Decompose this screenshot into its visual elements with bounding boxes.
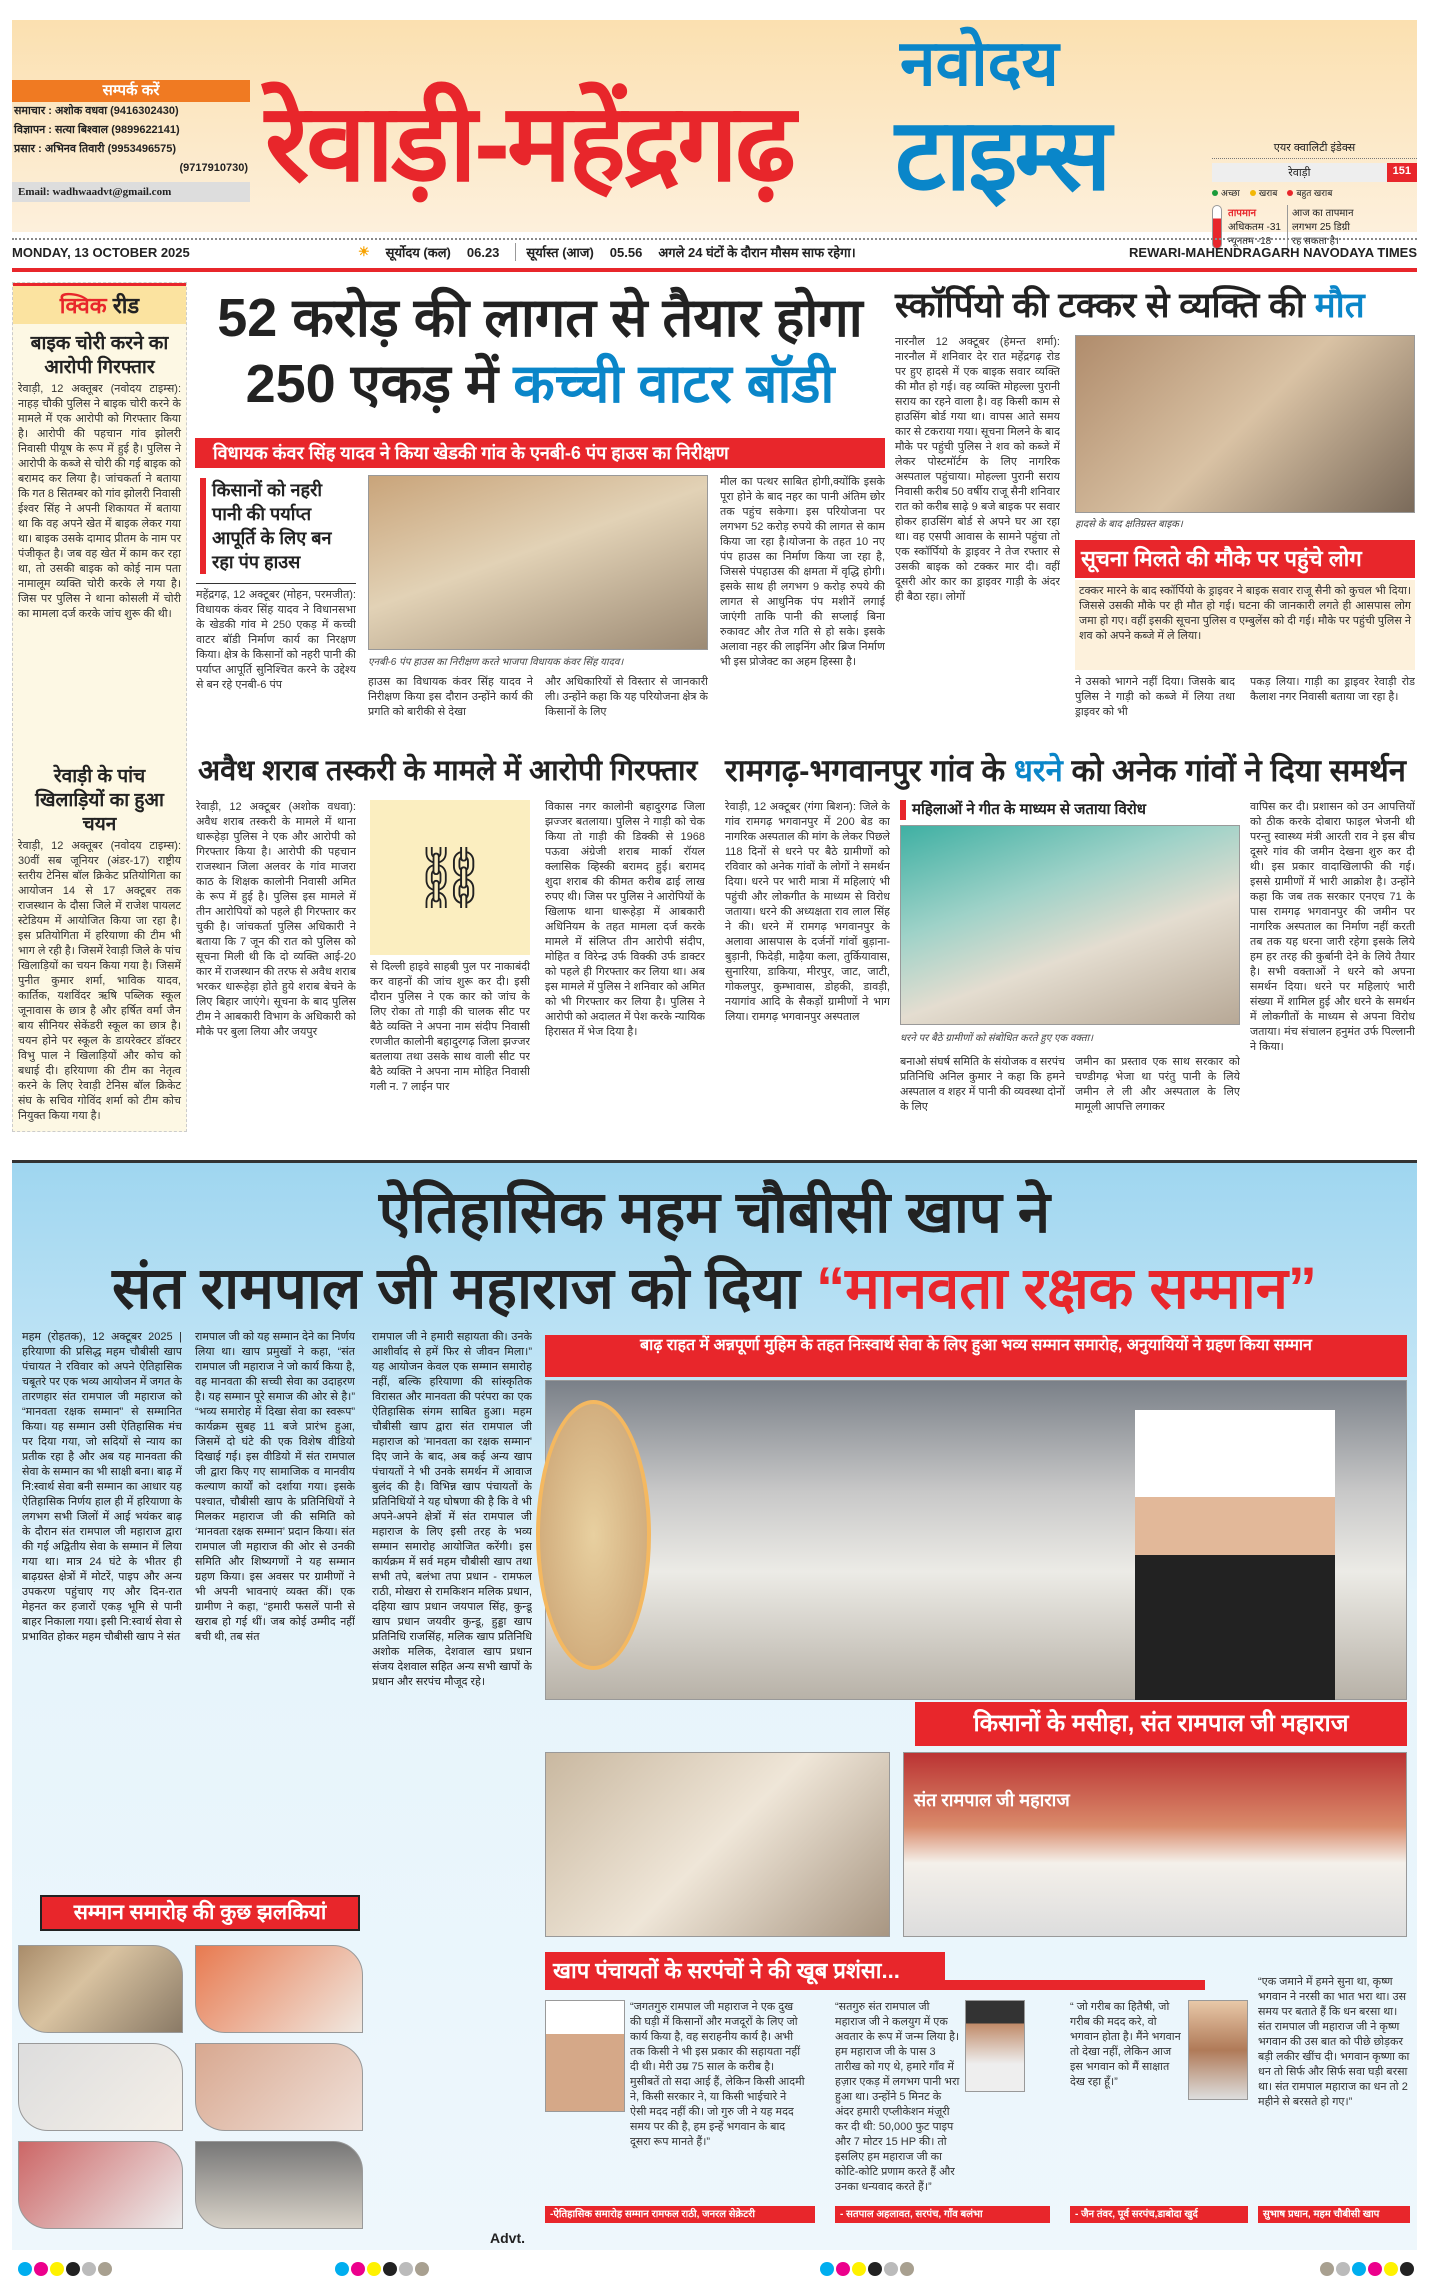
color-registration-marks (1320, 2262, 1414, 2276)
lead-strap: विधायक कंवर सिंह यादव ने किया खेडकी गांव के एनबी-6 पंप हाउस का निरीक्षण (195, 438, 885, 468)
lead-headline-line-1: 52 करोड़ की लागत से तैयार होगा (217, 288, 863, 348)
paper-name-english: REWARI-MAHENDRAGARH NAVODAYA TIMES (1129, 244, 1417, 260)
protest-col-4: वापिस कर दी। प्रशासन को उन आपत्तियों को ठीक करके दोबारा फाइल भेजनी थी परन्तु स्वास्थ्य मंत्री आरती राव ने इस बीच दूसरे गांव की जमीन देखना शुरु कर दी थी। इस प्रकार वादाखिलाफी की गई। इससे ग्रामीणों में भारी आक्रोश है। उन्होंने कहा कि जब तक सरकार एनएच 71 के पास रामगढ़ भगवानपुर की जमीन पर नागरिक अस्पताल का निर्माण नहीं करती तब तक यह धरना जारी रहेगा इसके लिये हम हर तरह की कुर्बानी देने के लिये तैयार है। सभी वक्ताओं ने धरने को अपना समर्थन दिया। धरने पर महिलाएं भारी संख्या में शामिल हुई और धरने के समर्थन में लोकगीतों के माध्यम से अपना विरोध जताया। मंच संचालन हनुमंत उर्फ पिल्लानी ने किया। (1250, 801, 1415, 1053)
advert-headline-line-1: ऐतिहासिक महम चौबीसी खाप ने (378, 1180, 1051, 1245)
stage-banner-text: संत रामपाल जी महाराज (914, 1790, 1070, 1810)
gallery-photo-6 (195, 2141, 363, 2229)
sunrise-time: 06.23 (466, 244, 500, 260)
accident-col-2: ने उसको भागने नहीं दिया। जिसके बाद पुलिस ने गाड़ी को कब्जे में लिया तथा ड्राइवर को भी (1075, 676, 1235, 718)
aqi-city: रेवाड़ी (1212, 163, 1387, 182)
advert-headline-line-2a: संत रामपाल जी महाराज को दिया (112, 1256, 801, 1321)
accident-box-body: टक्कर मारने के बाद स्कॉर्पियो के ड्राइवर ने बाइक सवार राजू सैनी को कुचल भी दिया। जिससे उसकी मौके पर ही मौत हो गई। घटना की जानकारी लगते ही आसपास लोग जमा हो गए। वहीं इसकी सूचना पुलिस व एम्बुलेंस को दी गई। मौके पर पहुंची पुलिस ने शव को अपने कब्जे में ले लिया। (1075, 580, 1415, 670)
gallery-photo-5 (18, 2141, 183, 2229)
lead-subhead: किसानों को नहरी पानी की पर्याप्त आपूर्ति के लिए बन रहा पंप हाउस (200, 478, 355, 574)
lead-col-4: मील का पत्थर साबित होगी,क्योंकि इसके पूरा होने के बाद नहर का पानी अंतिम छोर तक पहुंच सकेगा। इस परियोजना पर लगभग 52 करोड़ रुपये की लागत से काम किया जा रहा है।योजना के तहत 10 नए पंप हाउस का निर्माण किया जा रहा है, जिससे पंपहाउस की क्षमता में वृद्धि होगी। इसके साथ ही लगभग 9 करोड़ रुपये की लागत से आधुनिक पंप मशीनें लगाई जाएंगी ताकि पानी की सप्लाई बिना रुकावट और तेज गति से हो सके। इसके अलावा नहर की लाइनिंग और ब्रिज निर्माण भी इस प्रोजेक्ट का अहम हिस्सा है। (720, 476, 885, 668)
protest-headline (725, 748, 1415, 794)
contact-box (12, 80, 250, 205)
aqi-title: एयर क्वालिटी इंडेक्स (1212, 140, 1417, 159)
damaged-bike-photo (1075, 335, 1415, 513)
color-registration-marks (335, 2262, 429, 2276)
protest-headline-c: को अनेक गांवों ने दिया समर्थन (1071, 753, 1406, 788)
contact-circulation: प्रसार : अभिनव तिवारी (9953496575) (14, 143, 177, 155)
quote-3-text: “ जो गरीब का हितैषी, जो गरीब की मदद करे, वो भगवान होता है। मैंने भगवान तो देखा नहीं, लेकिन आज इस भगवान को मैं साक्षात देख रहा हूँ।” (1070, 2001, 1181, 2088)
color-registration-marks (18, 2262, 112, 2276)
quote-1-text: “जगतगुरु रामपाल जी महाराज ने एक दुख की घड़ी में किसानों और मजदूरों के लिए जो कार्य किया है, वह सराहनीय कार्य है। अभी तक किसी ने भी इस प्रकार की सहायता नहीं दी थी। मेरी उम्र 75 साल के करीब है। मुसीबतें तो सदा आई हैं, लेकिन किसी आदमी ने, किसी सरकार ने, या किसी भाईचारे ने ऐसी मदद नहीं की। जो गुरु जी ने यह मदद समय पर की है, हम इन्हें भगवान के बाद दूसरा रूप मानते हैं।” (630, 2001, 805, 2148)
quote-3-author: - जैन तंवर, पूर्व सरपंच,डाबोदा खुर्द (1070, 2206, 1248, 2223)
protest-col-3: जमीन का प्रस्ताव एक साथ सरकार को चण्डीगढ़ भेजा था परंतु पानी के लिये जमीन ले ली और अस्पताल के लिए मामूली आपत्ति लगाकर (1075, 1056, 1240, 1113)
accident-col-1: नारनौल 12 अक्टूबर (हेमन्त शर्मा): नारनौल में शनिवार देर रात महेंद्रगढ़ रोड पर हुए हादसे में एक बाइक सवार व्यक्ति की मौत हो गई। वह व्यक्ति मोहल्ला पुरानी सराय का रहने वाला है। वह किसी काम से हाउसिंग बोर्ड गया था। वापस आते समय कार से टकराया गया। सूचना मिलने के बाद मौके पर पहुंची पुलिस ने शव को कब्जे में लेकर पोस्टमॉर्टम के लिए नागरिक अस्पताल पहुंचाया। मोहल्ला पुरानी सराय निवासी करीब 50 वर्षीय राजू सैनी शनिवार रात को करीब साढ़े 9 बजे बाइक पर सवार होकर हाउसिंग बोर्ड से अपने घर आ रहा था। वह एसपी आवास के सामने पहुंचा तो एक स्कॉर्पियो के ड्राइवर ने तेज रफ्तार से उसकी बाइक को टक्कर मार दी। वहीं दूसरी ओर कार का ड्राइवर गाड़ी के अंदर ही बैठा रहा। लोगों (895, 336, 1060, 603)
sun-icon: ☀ (358, 244, 370, 259)
quick-read-title-2: रेवाड़ी के पांच खिलाड़ियों का हुआ चयन (35, 766, 164, 835)
color-registration-marks (820, 2262, 914, 2276)
pump-house-photo (368, 475, 708, 650)
gallery-title: सम्मान समारोह की कुछ झलकियां (40, 1895, 360, 1931)
quick-read-column (12, 282, 187, 1132)
aqi-legend-good: अच्छा (1221, 188, 1240, 198)
accident-caption: हादसे के बाद क्षतिग्रस्त बाइक। (1075, 519, 1183, 530)
quote-2-author: - सतपाल अहलावत, सरपंच, गाँव बलंभा (835, 2206, 1050, 2223)
advert-col-1: महम (रोहतक), 12 अक्टूबर 2025 | हरियाणा की प्रसिद्ध महम चौबीसी खाप पंचायत ने रविवार को अपने ऐतिहासिक चबूतरे पर एक भव्य आयोजन में जगत के तारणहार संत रामपाल जी महाराज को “मानवता रक्षक सम्मान” से सम्मानित किया। यह सम्मान उसी ऐतिहासिक मंच पर दिया गया, जो सदियों से न्याय का प्रतीक रहा है और अब यह मानवता की सेवा के सम्मान का भी साक्षी बना। बाढ़ में नि:स्वार्थ सेवा बनी सम्मान का आधार यह ऐतिहासिक निर्णय हाल ही में हरियाणा के लगभग सभी जिलों में आई भयंकर बाढ़ के दौरान संत रामपाल जी महाराज द्वारा की गई अद्वितीय सेवा के सम्मान में लिया गया था। मात्र 24 घंटे के भीतर ही बाढ़ग्रस्त क्षेत्रों में मोटरें, पाइप और अन्य उपकरण पहुंचाए गए और दिन-रात मेहनत कर हजारों एकड़ भूमि से पानी बाहर निकाला गया। इसी नि:स्वार्थ सेवा से प्रभावित होकर महम चौबीसी खाप ने संत (22, 1331, 182, 1643)
bad-dot-icon (1250, 190, 1256, 196)
advert-col-3: रामपाल जी ने हमारी सहायता की। उनके आशीर्वाद से हमें फिर से जीवन मिला।” यह आयोजन केवल एक सम्मान समारोह नहीं, बल्कि हरियाणा की सांस्कृतिक विरासत और मानवता की परंपरा का एक ऐतिहासिक संगम साबित हुआ। महम चौबीसी खाप द्वारा संत रामपाल जी महाराज को 'मानवता का रक्षक सम्मान' दिए जाने के बाद, अब कई अन्य खाप पंचायतों ने भी उनके समर्थन में आवाज बुलंद की है। विभिन्न खाप पंचायतों के प्रतिनिधियों ने यह घोषणा की है कि वे भी अपने-अपने क्षेत्रों में संत रामपाल जी महाराज के लिए इसी तरह के भव्य सम्मान समारोह आयोजित करेंगी। इस कार्यक्रम में सर्व महम चौबीसी खाप तथा सभी तपे, बलंभा तपा प्रधान - रामफल राठी, मोखरा से रामकिशन मलिक प्रधान, दहिया खाप प्रधान जयपाल सिंह, कुन्डू खाप प्रधान जयवीर कुन्डू, हुड्डा खाप प्रतिनिधि राजसिंह, मलिक खाप प्रतिनिधि अशोक मलिक, देशवाल खाप प्रधान संजय देशवाल सहित अन्य सभी खापों के प्रधान और सरपंच मौजूद रहे। (372, 1331, 532, 1688)
accident-col-3: पकड़ लिया। गाड़ी का ड्राइवर रेवाड़ी रोड कैलाश नगर निवासी बताया जा रहा है। (1250, 676, 1415, 703)
lead-photo-caption: एनबी-6 पंप हाउस का निरीक्षण करते भाजपा विधायक कंवर सिंह यादव। (368, 657, 624, 668)
lead-headline-line-2a: 250 एकड़ में (245, 354, 499, 414)
stage-ceremony-photo (903, 1752, 1407, 1937)
contact-ads: विज्ञापन : सत्या बिश्वाल (9899622141) (14, 124, 180, 136)
gallery-photo-1 (18, 1945, 183, 2033)
quote-4-text: “एक जमाने में हमने सुना था, कृष्ण भगवान ने नरसी का भात भरा था। उस समय पर बताते हैं कि धन बरसा था। संत रामपाल जी महाराज जी ने कृष्ण भगवान की उस बात को पीछे छोड़कर बड़ी लकीर खींच दी। भगवान कृष्णा का धन तो सिर्फ और सिर्फ सवा घड़ी बरसा था। संत रामपाल महाराज का धन तो 2 महीने से बरसते हो गए।” (1258, 1976, 1410, 2108)
very-bad-dot-icon (1287, 190, 1293, 196)
date-bar (12, 238, 1417, 264)
masiha-banner: किसानों के मसीहा, संत रामपाल जी महाराज (915, 1702, 1407, 1746)
lead-headline (195, 285, 885, 417)
advert-strap: बाढ़ राहत में अन्नपूर्णा मुहिम के तहत निःस्वार्थ सेवा के लिए हुआ भव्य सम्मान समारोह, अनुयायियों ने ग्रहण किया सम्मान (545, 1335, 1407, 1377)
liquor-col-1: रेवाड़ी, 12 अक्टूबर (अशोक वधवा): अवैध शराब तस्करी के मामले में थाना धारूहेड़ा पुलिस ने एक और आरोपी को गिरफ्तार किया है। आरोपी की पहचान राजस्थान जिला अलवर के गांव माजरा काठ के शिक्षक कालोनी निवासी अमित के रूप में हुई है। पुलिस इस मामले में तीन आरोपियों को पहले ही गिरफ्तार कर चुकी है। जांचकर्ता पुलिस अधिकारी ने बताया कि 7 जून की रात को पुलिस को सूचना मिली थी कि दो व्यक्ति आई-20 कार में राजस्थान की तरफ से अवैध शराब भरकर धारूहेड़ा होते हुये शराब बेचने के लिए बिहार जाएंगे। सूचना के बाद पुलिस टीम ने आबकारी विभाग के अधिकारी को मौके पर बुला लिया और जयपुर (196, 801, 356, 1038)
protest-subhead: महिलाओं ने गीत के माध्यम से जताया विरोध (900, 800, 1240, 820)
accident-headline-b: मौत (1314, 286, 1365, 325)
paper-title-red: रेवाड़ी-महेंद्रगढ़ (265, 82, 793, 203)
praise-title-underline (945, 1980, 1205, 1990)
sunset-label: सूर्यास्त (आज) (515, 243, 593, 261)
gallery-photo-4 (195, 2043, 363, 2131)
contact-news: समाचार : अशोक वधवा (9416302430) (14, 105, 179, 117)
temp-note: आज का तापमान लगभग 25 डिग्री रह सकता है। (1287, 205, 1357, 249)
aqi-value: 151 (1387, 163, 1417, 182)
saint-rampal-photo (1135, 1410, 1335, 1700)
accident-headline-a: स्कॉर्पियो की टक्कर से व्यक्ति की (895, 286, 1305, 325)
temp-max: अधिकतम -31 (1228, 222, 1281, 233)
sunrise-label: सूर्योदय (कल) (385, 245, 451, 260)
saint-portrait-oval (536, 1400, 651, 1670)
quick-read-body-2: रेवाड़ी, 12 अक्तूबर (नवोदय टाइम्स): 30वीं सब जूनियर (अंडर-17) राष्ट्रीय स्तरीय टेनिस बॉल क्रिकेट प्रतियोगिता का आयोजन 14 से 17 अक्टूबर तक राजस्थान के दौसा जिले में राजेश पायलट स्टेडियम में आयोजित किया जा रहा है। इस प्रतियोगिता में हरियाणा की टीम भी भाग ले रही है। जिसमें रेवाड़ी जिले के पांच खिलाड़ियों का चयन किया गया है। जिसमें पुनीत कुमार शर्मा, भाविक यादव, कार्तिक, यशविंदर ऋषि पब्लिक स्कूल जूनावास के छात्र है और हर्षित वर्मा जैन बाय सीनियर सेकेंडरी स्कूल का छात्र है। चयन होने पर स्कूल के डायरेक्टर डॉक्टर विभु पाल ने खिलाड़ियों और कोच को बधाई दी। हरियाणा की टीम का नेतृत्व करने के लिए रेवाड़ी टेनिस बॉल क्रिकेट संघ के सचिव गोविंद शर्मा को टीम कोच नियुक्त किया गया है। (18, 840, 181, 1122)
advt-label: Advt. (490, 2230, 525, 2246)
paper-title-navodaya: नवोदय (900, 27, 1059, 99)
advert-headline (12, 1175, 1417, 1327)
advert-headline-line-2b: “मानवता रक्षक सम्मान” (816, 1256, 1317, 1321)
sunset-time: 05.56 (609, 244, 643, 260)
praise-title: खाप पंचायतों के सरपंचों ने की खूब प्रशंसा... (545, 1952, 945, 1990)
handcuffs-illustration: ⛓ (370, 800, 530, 955)
liquor-col-2: से दिल्ली हाइवे साहबी पुल पर नाकाबंदी कर वाहनों की जांच शुरू कर दी। इसी दौरान पुलिस ने एक कार को जांच के लिए रोका तो गाड़ी की चालक सीट पर बैठे व्यक्ति ने अपना नाम संदीप निवासी रणजीत कालोनी बहादुरगढ़ जिला झज्जर बतलाया तथा उसके साथ वाली सीट पर बैठे व्यक्ति ने अपना नाम मोहित निवासी गली न. 7 लाईन पार (370, 961, 530, 1093)
protest-col-1: रेवाड़ी, 12 अक्टूबर (गंगा बिशन): जिले के गांव रामगढ़ भगवानपुर में 200 बेड का नागरिक अस्पताल की मांग के लेकर पिछले 118 दिनों से धरने पर बैठे ग्रामीणों को रविवार को अनेक गांवों के लोगों ने समर्थन दिया। धरने पर भारी मात्रा में महिलाएं भी पहुंची और लोकगीत के माध्यम से विरोध जताया। धरने की अध्यक्षता राव लाल सिंह ने की। धरने में रामगढ़ भगवानपुर के अलावा आसपास के दर्जनों गांवों बुड़ाना-बुड़ानी, फिदेड़ी, माढ़ैया कला, तुर्कियावास, सुनारिया, डाकिया, मीरपुर, जाट, जाटी, गोकलपुर, कुम्भावास, डोहकी, डावड़ी, नयागांव आदि के सैकड़ों ग्रामीणों ने भाग लिया। रामगढ़ भगवानपुर अस्पताल (725, 801, 890, 1023)
lead-col-2: हाउस का विधायक कंवर सिंह यादव ने निरीक्षण किया इस दौरान उन्होंने कार्य की प्रगति को बारीकी से देखा (368, 676, 533, 718)
quote-2-photo (965, 2000, 1025, 2092)
contact-email[interactable]: Email: wadhwaadvt@gmail.com (12, 182, 250, 202)
temp-title: तापमान (1228, 208, 1257, 219)
lead-headline-line-2b: कच्ची वाटर बॉडी (513, 354, 835, 414)
quote-3-photo (1188, 2000, 1248, 2100)
liquor-col-3: विकास नगर कालोनी बहादुरगढ जिला झज्जर बतलाया। पुलिस ने गाड़ी को चेक किया तो गाड़ी की डिक्की से 1968 पऊवा अंग्रेजी शराब मार्का रॉयल क्लासिक व्हिस्की बरामद हुई। बरामद शुदा शराब की कीमत करीब ढाई लाख रुपए थी। जिस पर पुलिस ने आरोपियों के खिलाफ थाना धारूहेड़ा में आबकारी अधिनियम के तहत मामला दर्ज करके मामले में संलिप्त तीन आरोपी संदीप, मोहित व विरेन्द्र उर्फ विक्की उर्फ डाक्टर को पहले ही गिरफ्तार कर लिया था। अब इस मामले में पुलिस ने शनिवार को अमित को भी गिरफ्तार कर लिया है। पुलिस ने आरोपी को अदालत में पेश करके न्यायिक हिरासत में भेज दिया है। (545, 801, 705, 1038)
gallery-photo-3 (18, 2043, 183, 2131)
contact-circulation-2: (9717910730) (179, 162, 248, 174)
quote-4-author: सुभाष प्रधान, महम चौबीसी खाप (1258, 2206, 1410, 2223)
date: MONDAY, 13 OCTOBER 2025 (12, 244, 190, 260)
air-quality-widget (1212, 140, 1417, 249)
quote-1-photo (545, 2000, 625, 2112)
quick-read-body-1: रेवाड़ी, 12 अक्तूबर (नवोदय टाइम्स): नाहड़ चौकी पुलिस ने बाइक चोरी करने के मामले में एक आरोपी को गिरफ्तार किया है। आरोपी की पहचान गांव झोलरी निवासी पीयूष के रूप में हुई है। पुलिस ने आरोपी के कब्जे से चोरी की गई बाइक को बरामद कर लिया है। जांचकर्ता ने बताया कि गत 8 सितम्बर को गांव झोलरी निवासी ईश्वर सिंह ने अपनी शिकायत में बताया था कि वह अपने खेत में बाइक लेकर गया था। बाइक उसके दामाद प्रीतम के नाम पर पंजीकृत है। जब वह खेत में काम कर रहा था, तो उसकी बाइक को कोई नाम पता नामालूम व्यक्ति चोरी करके ले गया है। जिस पर पुलिस ने थाना कोसली में चोरी का मामला दर्ज करके जांच शुरू की थी। (18, 383, 181, 620)
protest-headline-b: धरने (1013, 753, 1063, 788)
aqi-legend-bad: खराब (1258, 188, 1278, 198)
quick-read-badge (13, 283, 186, 324)
badge-word-1: क्विक (59, 293, 107, 318)
quote-1-author: -ऐतिहासिक समारोह सम्मान रामफल राठी, जनरल सेक्रेटरी (545, 2206, 815, 2223)
accident-headline (895, 282, 1417, 330)
protest-headline-a: रामगढ़-भगवानपुर गांव के (725, 753, 1006, 788)
protest-caption: धरने पर बैठे ग्रामीणों को संबोधित करते हुए एक वक्ता। (900, 1033, 1093, 1044)
advert-col-2: रामपाल जी को यह सम्मान देने का निर्णय लिया था। खाप प्रमुखों ने कहा, “संत रामपाल जी महाराज ने जो कार्य किया है, वह मानवता की सच्ची सेवा का उदाहरण है। यह सम्मान पूरे समाज की ओर से है।” “भव्य समारोह में दिखा सेवा का स्वरूप” कार्यक्रम सुबह 11 बजे प्रारंभ हुआ, जिसमें दो घंटे की एक विशेष वीडियो दिखाई गई। इस वीडियो में संत रामपाल जी द्वारा किए गए सामाजिक व मानवीय कल्याण कार्यों को दर्शाया गया। इसके पश्चात, चौबीसी खाप के प्रतिनिधियों ने मिलकर महाराज जी की समिति को ‘मानवता रक्षक सम्मान’ प्रदान किया। संत रामपाल जी महाराज की ओर से उनकी समिति और शिष्यगणों ने यह सम्मान ग्रहण किया। इस अवसर पर ग्रामीणों ने भी अपनी भावनाएं व्यक्त कीं। एक ग्रामीण ने कहा, “हमारी फसलें पानी से खराब हो गई थीं। जब कोई उम्मीद नहीं बची थी, तब संत (195, 1331, 355, 1643)
weather-forecast: अगले 24 घंटों के दौरान मौसम साफ रहेगा। (658, 245, 856, 260)
aqi-legend-very-bad: बहुत खराब (1296, 188, 1333, 198)
good-dot-icon (1212, 190, 1218, 196)
divider (12, 268, 1417, 272)
paper-title-times: टाइम्स (895, 99, 1109, 211)
lead-col-3: और अधिकारियों से विस्तार से जानकारी ली। उन्होंने कहा कि यह परियोजना क्षेत्र के किसानों के लिए (545, 676, 708, 718)
quick-read-title-1: बाइक चोरी करने का आरोपी गिरफ्तार (30, 333, 169, 378)
protest-col-2: बनाओ संघर्ष समिति के संयोजक व सरपंच प्रतिनिधि अनिल कुमार ने कहा कि हमने अस्पताल व शहर में पानी की व्यवस्था दोनों के लिए (900, 1056, 1065, 1113)
quote-2-text: “सतगुरु संत रामपाल जी महाराज जी ने कलयुग में एक अवतार के रूप में जन्म लिया है। हम महाराज जी के पास 3 तारीख को गए थे, हमारे गाँव में हज़ार एकड़ में लगभग पानी भरा हुआ था। उन्होंने 5 मिनट के अंदर हमारी एप्लीकेशन मंज़ूरी कर दी थी: 50,000 फुट पाइप और 7 मोटर 15 HP की। तो इसलिए हम महाराज जी का कोटि-कोटि प्रणाम करते हैं और उनका धन्यवाद करते हैं।” (835, 2001, 960, 2193)
liquor-headline: अवैध शराब तस्करी के मामले में आरोपी गिरफ्तार (198, 755, 698, 787)
contact-title: सम्पर्क करें (12, 80, 250, 102)
award-presentation-photo (545, 1752, 890, 1937)
protest-photo (900, 825, 1240, 1025)
temp-min: न्यूनतम -18 (1228, 236, 1272, 247)
badge-word-2: रीड (112, 293, 140, 318)
accident-box-title: सूचना मिलते की मौके पर पहुंचे लोग (1075, 540, 1415, 578)
gallery-photo-2 (195, 1945, 363, 2033)
lead-col-1: महेंद्रगढ़, 12 अक्टूबर (मोहन, परमजीत): विधायक कंवर सिंह यादव ने विधानसभा के खेडकी गांव मे 250 एकड़ में कच्ची वाटर बॉडी निर्माण कार्य का निरक्षण किया। क्षेत्र के किसानों को नहरी पानी की पर्याप्त आपूर्ति सुनिश्चित करने के उद्देश्य से बन रहे एनबी-6 पंप (196, 583, 356, 720)
